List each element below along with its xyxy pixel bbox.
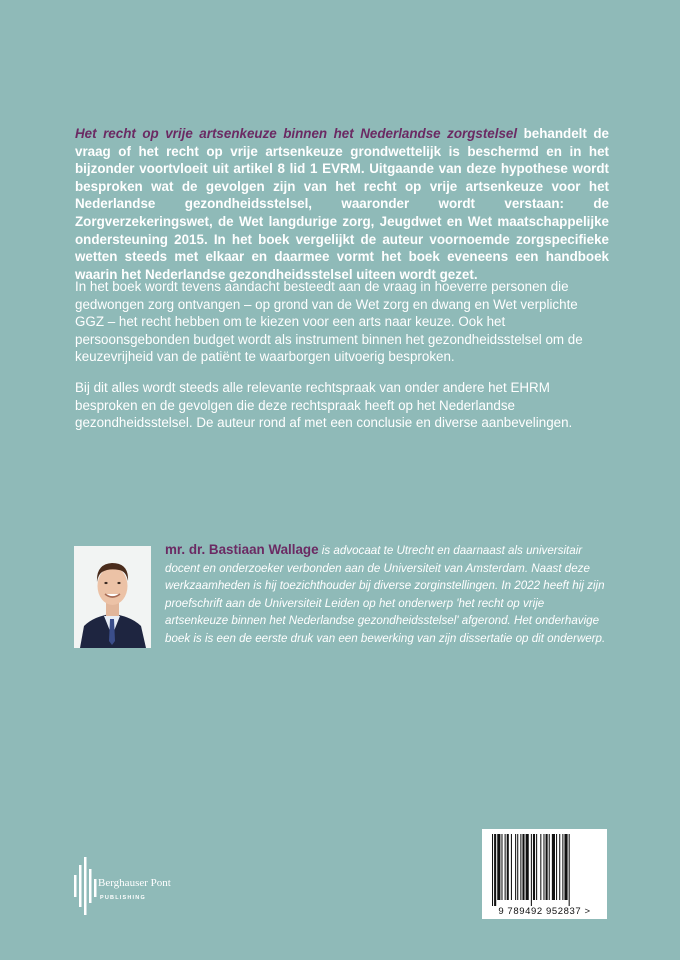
barcode-bar: [552, 834, 555, 900]
paragraph-3: Bij dit alles wordt steeds alle relevante rechtspraak van onder andere het EHRM besproken en de gevolgen die deze rechtspraak heeft op het Nederlandse gezondheidsstelsel. De auteur rond af met een conclusie en diverse aanbevelingen.: [75, 380, 573, 431]
barcode-bar: [562, 834, 563, 900]
book-blurb: [75, 125, 609, 283]
book-title-italic: Het recht op vrije artsenkeuze binnen het Nederlandse zorgstelsel: [75, 126, 518, 141]
barcode-bar: [540, 834, 541, 900]
author-portrait-icon: [74, 546, 151, 648]
barcode-bar: [543, 834, 544, 900]
publisher-subtitle: PUBLISHING: [100, 895, 146, 901]
barcode-bar: [505, 834, 506, 900]
blurb-text: behandelt de vraag of het recht op vrije artsenkeuze grondwettelijk is beschermd en in het bijzonder voortvloeit uit artikel 8 lid 1 EVRM. Uitgaande van deze hypothese wordt besproken wat de gevolgen zijn van het recht op vrije artsenkeuze voor het Nederlandse gezondheidsstelsel, waaronder wordt verstaan: de Zorgverzekeringswet, de Wet langdurige zorg, Jeugdwet en Wet maatschappelijke ondersteuning 2015. In het boek vergelijkt de auteur voornoemde zorgspecifieke wetten steeds met elkaar en daarmee vormt het boek eveneens een handboek waarin het Nederlandse gezondheidsstelsel uiteen wordt gezet.: [75, 126, 609, 282]
barcode-bar: [511, 834, 512, 900]
barcode-bar: [526, 834, 529, 900]
barcode-bar: [564, 834, 567, 900]
barcode-bar: [515, 834, 516, 900]
paragraph-2: In het boek wordt tevens aandacht besteedt aan de vraag in hoeverre personen die gedwongen zorg ontvangen – op grond van de Wet zorg en dwang en Wet verplichte GGZ – het recht hebben om te kiezen voor een arts naar keuze. Ook het persoonsgebonden budget wordt als instrument binnen het gezondheidsstelsel om de keuzevrijheid van de patiënt te waarborgen uitvoerig besproken.: [75, 279, 583, 365]
barcode-bar: [549, 834, 550, 900]
author-bio: [165, 541, 607, 648]
isbn-number: 9 789492 952837 >: [498, 906, 591, 917]
barcode-bar: [559, 834, 560, 900]
barcode-bar: [569, 834, 570, 906]
barcode-bar: [520, 834, 521, 900]
barcode-bar: [536, 834, 537, 900]
barcode-bar: [531, 834, 532, 906]
author-bio-text: is advocaat te Utrecht en daarnaast als universitair docent en onderzoeker verbonden aan de Universiteit van Amsterdam. Naast deze werkzaamheden is hij toezichthouder bij diverse zorginstellingen. In 2022 heeft hij zijn proefschrift aan de Universiteit Leiden op het onderwerp 'het recht op vrije artsenkeuze binnen het Nederlandse gezondheidsstelsel' afgerond. Het onderhavige boek is is een de eerste druk van een bewerking van zijn dissertatie op dit onderwerp.: [165, 544, 606, 645]
barcode-bar: [556, 834, 557, 900]
barcode-bar: [533, 834, 535, 900]
author-photo: [74, 546, 151, 648]
barcode-bar: [501, 834, 502, 900]
barcode-bar: [507, 834, 509, 900]
barcode-bar: [497, 834, 500, 900]
barcode-bar: [546, 834, 548, 900]
barcode-bar: [492, 834, 493, 906]
author-name: mr. dr. Bastiaan Wallage: [165, 542, 319, 557]
barcode-bar: [494, 834, 496, 906]
publisher-name: Berghauser Pont: [98, 877, 171, 889]
barcode-bar: [522, 834, 524, 900]
barcode-bar: [517, 834, 518, 900]
